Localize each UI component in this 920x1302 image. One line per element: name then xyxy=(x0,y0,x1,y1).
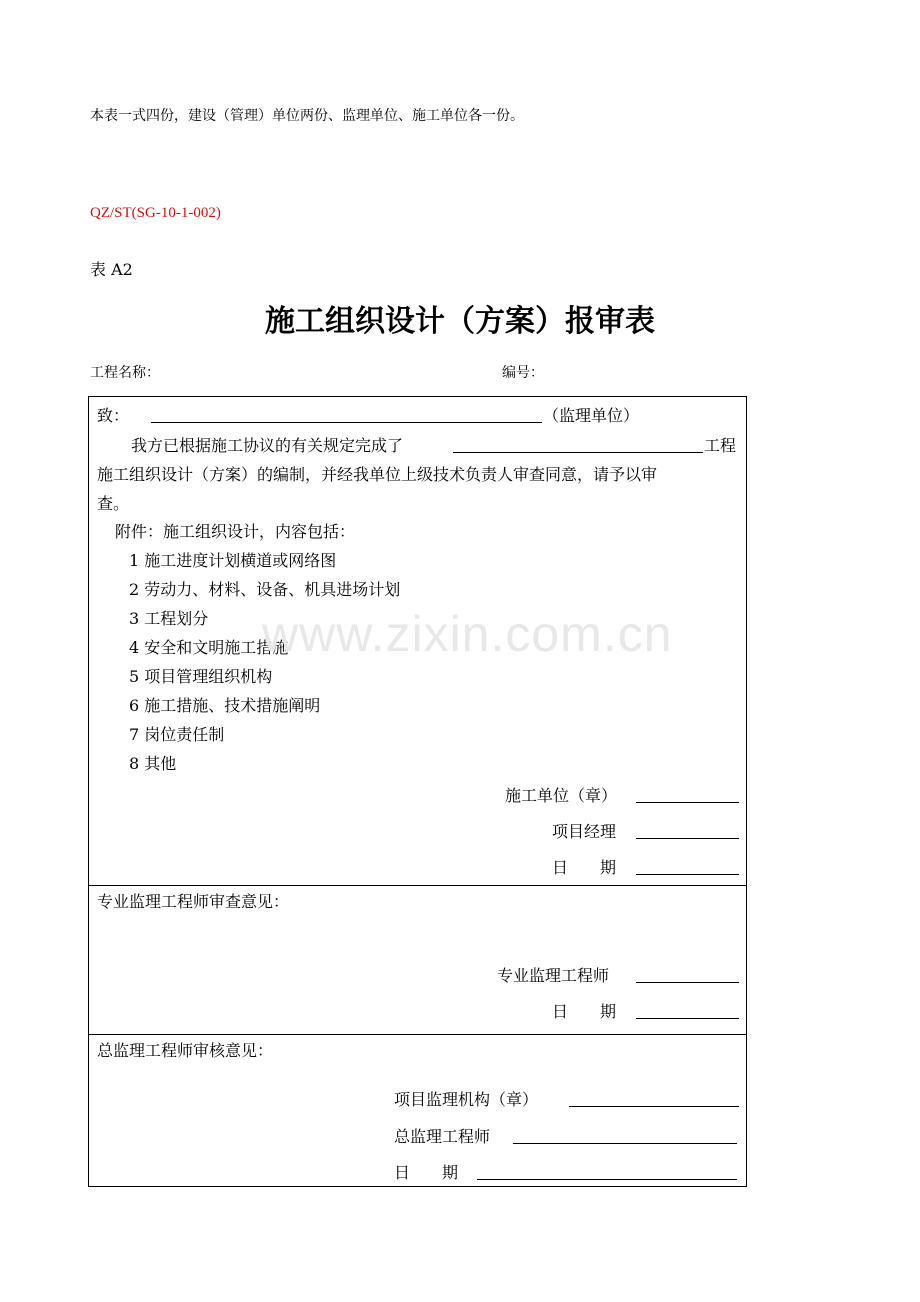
chief-date-blank[interactable] xyxy=(477,1179,737,1180)
watermark: www.zixin.com.cn xyxy=(262,606,673,662)
completion-statement-line2: 施工组织设计（方案）的编制，并经我单位上级技术负责人审查同意，请予以审 xyxy=(97,465,658,484)
chief-review-heading: 总监理工程师审核意见： xyxy=(97,1041,274,1060)
completion-statement-prefix: 我方已根据施工协议的有关规定完成了 xyxy=(131,436,404,455)
specialist-engineer-label: 专业监理工程师 xyxy=(497,966,610,985)
form-code: QZ/ST(SG-10-1-002) xyxy=(90,205,221,221)
specialist-review-section xyxy=(89,885,746,1035)
approval-form-table xyxy=(88,396,747,1187)
list-item: 8 其他 xyxy=(129,754,177,773)
chief-engineer-label: 总监理工程师 xyxy=(394,1127,491,1146)
specialist-review-heading: 专业监理工程师审查意见： xyxy=(97,892,290,911)
attachment-label: 附件：施工组织设计，内容包括： xyxy=(115,522,356,541)
project-name-blank[interactable] xyxy=(453,452,703,453)
table-number: 表 A2 xyxy=(90,260,133,279)
list-item: 6 施工措施、技术措施阐明 xyxy=(129,696,321,715)
completion-statement-line3: 查。 xyxy=(97,494,130,513)
supervisor-unit-blank[interactable] xyxy=(151,422,542,423)
specialist-engineer-blank[interactable] xyxy=(636,982,739,983)
chief-engineer-blank[interactable] xyxy=(513,1143,737,1144)
project-manager-blank[interactable] xyxy=(636,838,739,839)
to-label: 致： xyxy=(97,406,130,425)
submission-date-label: 日 期 xyxy=(552,858,617,877)
list-item: 3 工程划分 xyxy=(129,609,209,628)
distribution-note: 本表一式四份，建设（管理）单位两份、监理单位、施工单位各一份。 xyxy=(90,108,524,124)
supervisor-unit-suffix: （监理单位） xyxy=(543,406,640,425)
completion-statement-suffix: 工程 xyxy=(704,436,737,455)
construction-unit-seal-label: 施工单位（章） xyxy=(505,786,618,805)
project-name-label: 工程名称： xyxy=(90,365,160,381)
supervision-org-seal-blank[interactable] xyxy=(569,1106,739,1107)
number-label: 编号： xyxy=(502,365,544,381)
list-item: 4 安全和文明施工措施 xyxy=(129,638,289,657)
project-manager-label: 项目经理 xyxy=(552,822,617,841)
specialist-date-label: 日 期 xyxy=(552,1002,617,1021)
supervision-org-seal-label: 项目监理机构（章） xyxy=(394,1090,539,1109)
list-item: 1 施工进度计划横道或网络图 xyxy=(129,551,337,570)
chief-date-label: 日 期 xyxy=(394,1163,459,1182)
submission-date-blank[interactable] xyxy=(636,874,739,875)
page-title: 施工组织设计（方案）报审表 xyxy=(265,304,655,339)
list-item: 2 劳动力、材料、设备、机具进场计划 xyxy=(129,580,401,599)
list-item: 7 岗位责任制 xyxy=(129,725,225,744)
list-item: 5 项目管理组织机构 xyxy=(129,667,273,686)
chief-review-section xyxy=(89,1034,746,1186)
construction-unit-seal-blank[interactable] xyxy=(636,802,739,803)
specialist-date-blank[interactable] xyxy=(636,1018,739,1019)
